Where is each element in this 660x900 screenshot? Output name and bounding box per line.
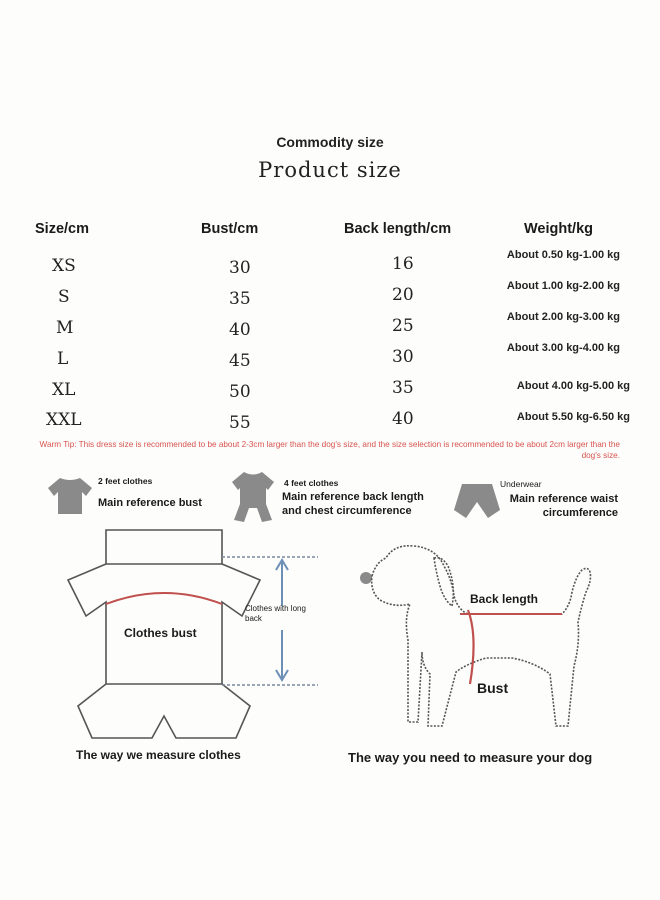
underwear-icon bbox=[452, 480, 502, 522]
row-bust: 55 bbox=[229, 413, 251, 433]
row-bust: 35 bbox=[229, 289, 251, 309]
ref-type-underwear: Underwear bbox=[500, 479, 542, 489]
clothes-bust-label: Clothes bust bbox=[124, 626, 197, 640]
col-header-size: Size/cm bbox=[35, 221, 89, 237]
ref-type-four-feet: 4 feet clothes bbox=[284, 478, 339, 488]
row-size-m: M bbox=[56, 318, 74, 338]
two-feet-clothes-icon bbox=[46, 474, 94, 518]
row-bust: 50 bbox=[229, 382, 251, 402]
row-size-xs: XS bbox=[52, 256, 76, 276]
dog-bust-label: Bust bbox=[477, 680, 509, 696]
commodity-size-subtitle: Commodity size bbox=[276, 134, 384, 150]
clothes-length-label: Clothes with long back bbox=[245, 604, 306, 623]
dog-back-length-label: Back length bbox=[470, 592, 539, 606]
ref-note-back-length: Main reference back length and chest circumference bbox=[282, 491, 424, 517]
col-header-back-length: Back length/cm bbox=[344, 221, 452, 237]
clothes-caption: The way we measure clothes bbox=[76, 748, 241, 762]
row-back-length: 30 bbox=[392, 347, 414, 367]
row-size-s: S bbox=[58, 287, 70, 307]
dog-caption: The way you need to measure your dog bbox=[348, 750, 593, 765]
row-size-xxl: XXL bbox=[46, 410, 82, 430]
ref-type-two-feet: 2 feet clothes bbox=[98, 476, 153, 486]
row-size-xl: XL bbox=[52, 380, 76, 400]
col-header-bust: Bust/cm bbox=[201, 221, 259, 237]
row-weight: About 4.00 kg-5.00 kg bbox=[516, 380, 630, 392]
product-size-title: Product size bbox=[258, 158, 402, 182]
row-weight: About 5.50 kg-6.50 kg bbox=[516, 411, 630, 423]
row-weight: About 3.00 kg-4.00 kg bbox=[506, 342, 620, 354]
row-back-length: 20 bbox=[392, 285, 414, 305]
row-back-length: 40 bbox=[392, 409, 414, 429]
dog-measure-diagram bbox=[356, 540, 618, 736]
ref-note-waist: Main reference waist circumference bbox=[509, 493, 618, 519]
warm-tip: Warm Tip: This dress size is recommended to be about 2-3cm larger than the dog's size, and the size selection is recommended to be about 2cm larger than the dog's size. bbox=[39, 440, 620, 460]
row-back-length: 35 bbox=[392, 378, 414, 398]
row-bust: 40 bbox=[229, 320, 251, 340]
row-back-length: 16 bbox=[392, 254, 414, 274]
row-weight: About 1.00 kg-2.00 kg bbox=[506, 280, 620, 292]
row-size-l: L bbox=[57, 349, 69, 369]
row-bust: 30 bbox=[229, 258, 251, 278]
four-feet-clothes-icon bbox=[228, 468, 278, 526]
row-bust: 45 bbox=[229, 351, 251, 371]
col-header-weight: Weight/kg bbox=[524, 221, 594, 237]
row-weight: About 0.50 kg-1.00 kg bbox=[506, 249, 620, 261]
row-weight: About 2.00 kg-3.00 kg bbox=[506, 311, 620, 323]
row-back-length: 25 bbox=[392, 316, 414, 336]
ref-note-bust: Main reference bust bbox=[98, 497, 202, 509]
